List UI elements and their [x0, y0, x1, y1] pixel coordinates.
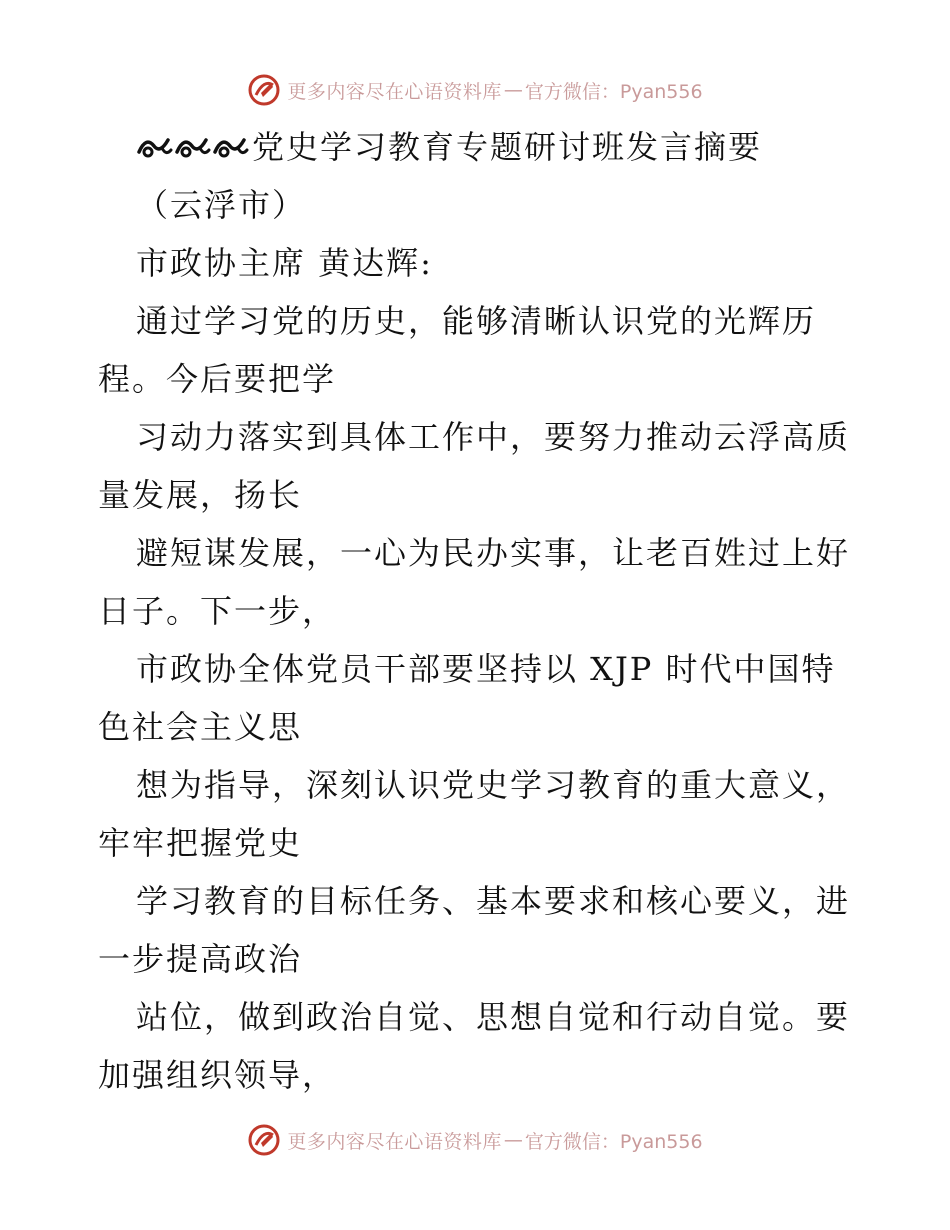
body-line: 避短谋发展，一心为民办实事，让老百姓过上好 [136, 534, 851, 572]
body-line: 学习教育的目标任务、基本要求和核心要义，进 [136, 882, 851, 920]
body-line: 站位，做到政治自觉、思想自觉和行动自觉。要 [136, 998, 851, 1036]
ornament-icon [136, 132, 174, 162]
banner-dash: — [503, 79, 523, 101]
document-subtitle: （云浮市） [136, 186, 307, 224]
body-line: 通过学习党的历史，能够清晰认识党的光辉历 [136, 302, 817, 340]
document-body [98, 118, 858, 1104]
title-ornaments [136, 132, 250, 162]
body-line: 程。今后要把学 [98, 360, 337, 398]
banner-dash: — [503, 1129, 523, 1151]
logo-icon [247, 1123, 281, 1157]
banner-text: 更多内容尽在心语资料库 [287, 80, 502, 103]
banner-text: 更多内容尽在心语资料库 [287, 1130, 502, 1153]
speaker-line: 市政协主席 黄达辉: [136, 244, 433, 282]
footer-banner [0, 1120, 950, 1160]
logo-icon [247, 73, 281, 107]
body-line: 想为指导，深刻认识党史学习教育的重大意义， [136, 766, 851, 804]
body-line: 牢牢把握党史 [98, 824, 303, 862]
body-line: 加强组织领导， [98, 1056, 337, 1094]
body-line: 量发展，扬长 [98, 476, 303, 514]
body-line: 市政协全体党员干部要坚持以 XJP 时代中国特 [136, 650, 836, 688]
body-line: 习动力落实到具体工作中，要努力推动云浮高质 [136, 418, 851, 456]
ornament-icon [212, 132, 250, 162]
body-line: 一步提高政治 [98, 940, 303, 978]
document-title: 党史学习教育专题研讨班发言摘要 [252, 128, 763, 166]
banner-wechat: 官方微信：Pyan556 [524, 80, 703, 103]
ornament-icon [174, 132, 212, 162]
body-line: 色社会主义思 [98, 708, 303, 746]
document-title-row [98, 118, 858, 176]
banner-wechat: 官方微信：Pyan556 [524, 1130, 703, 1153]
body-line: 日子。下一步， [98, 592, 337, 630]
header-banner [0, 70, 950, 110]
